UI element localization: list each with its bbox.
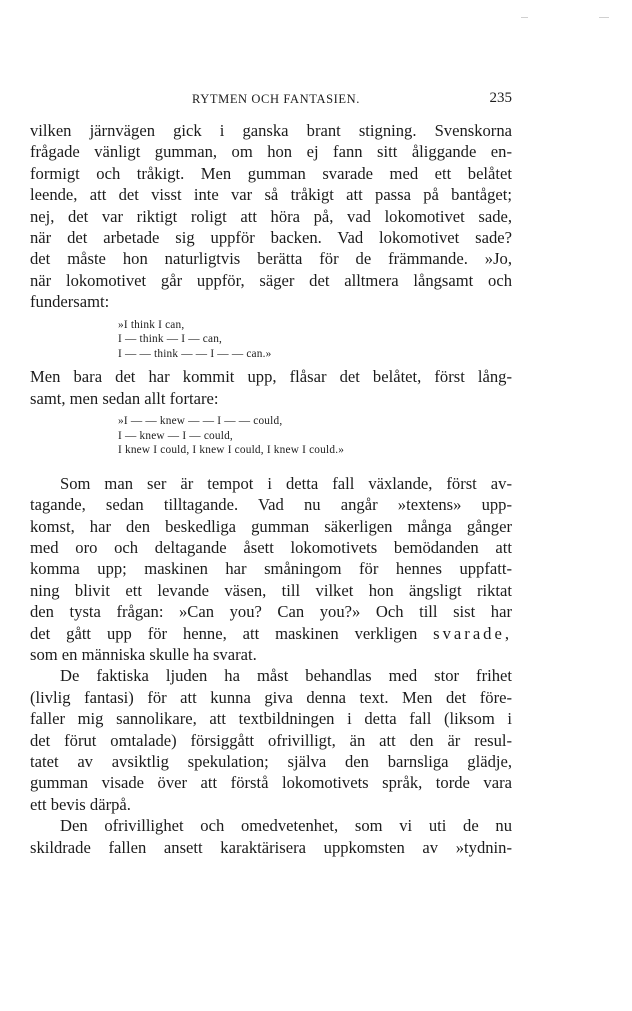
text-line: tatet av avsiktlig spekulation; själva den barnsliga glädje,	[30, 751, 512, 771]
text-line: tagande, sedan tilltagande. Vad nu angår »textens» upp-	[30, 495, 512, 515]
paragraph	[30, 815, 512, 858]
book-page	[30, 88, 512, 858]
paragraph	[30, 665, 512, 815]
text-line: gumman visade över att förstå lokomotivets språk, torde vara	[30, 773, 512, 793]
verse-line: I knew I could, I knew I could, I knew I could.»	[118, 444, 345, 457]
text-line: det måste hon naturligtvis berätta för de främmande. »Jo,	[30, 249, 512, 269]
text-fragment: det gått upp för henne, att maskinen verkligen	[30, 623, 418, 643]
verse-quote	[118, 318, 512, 362]
verse-line: I — think — I — can,	[118, 333, 223, 346]
verse-quote	[118, 414, 512, 458]
paragraph	[30, 473, 512, 666]
text-line: samt, men sedan allt fortare:	[30, 388, 219, 408]
page-number: 235	[489, 90, 512, 106]
running-title: RYTMEN OCH FANTASIEN.	[192, 92, 360, 106]
text-line: vilken järnvägen gick i ganska brant stigning. Svenskorna	[30, 121, 512, 140]
scan-mark	[521, 17, 528, 18]
text-line: när lokomotivet går uppför, säger det alltmera långsamt och	[30, 270, 512, 290]
text-line: när det arbetade sig uppför backen. Vad lokomotivet sade?	[30, 227, 512, 247]
scan-mark	[599, 17, 609, 18]
text-line: frågade vänligt gumman, om hon ej fann sitt åliggande en-	[30, 142, 512, 162]
text-line: med oro och deltagande åsett lokomotivets bemödanden att	[30, 538, 512, 558]
paragraph	[30, 120, 512, 313]
text-line: skildrade fallen ansett karaktärisera uppkomsten av »tydnin-	[30, 837, 512, 857]
text-line	[30, 623, 512, 644]
text-line: Men bara det har kommit upp, flåsar det belåtet, först lång-	[30, 367, 512, 387]
verse-line: I — — think — — I — — can.»	[118, 347, 272, 360]
text-line: komst, har den beskedliga gumman säkerligen många gånger	[30, 516, 512, 536]
spacer	[30, 463, 512, 473]
page-header	[30, 88, 512, 116]
text-line: ning blivit ett levande väsen, till vilket hon ängsligt riktat	[30, 580, 512, 600]
emphasized-word: svarade,	[433, 623, 512, 643]
text-line: De faktiska ljuden ha måst behandlas med stor frihet	[60, 666, 512, 686]
text-line: leende, att det visst inte var så tråkigt att passa på bantåget;	[30, 185, 512, 205]
text-line: ett bevis därpå.	[30, 794, 131, 814]
text-line: Som man ser är tempot i detta fall växlande, först av-	[60, 473, 512, 493]
text-line: som en människa skulle ha svarat.	[30, 644, 257, 664]
verse-line: »I — — knew — — I — — could,	[118, 415, 283, 428]
text-line: komma upp; maskinen har småningom för hennes uppfatt-	[30, 559, 512, 579]
paragraph	[30, 366, 512, 409]
text-line: faller mig sannolikare, att textbildningen i detta fall (liksom i	[30, 709, 512, 729]
verse-line: »I think I can,	[118, 318, 185, 331]
verse-line: I — knew — I — could,	[118, 429, 233, 442]
text-line: fundersamt:	[30, 292, 110, 312]
text-line: (livlig fantasi) för att kunna giva denna text. Men det före-	[30, 687, 512, 707]
text-line: den tysta frågan: »Can you? Can you?» Och till sist har	[30, 602, 512, 622]
text-line: nej, det var riktigt roligt att höra på, vad lokomotivet sade,	[30, 206, 512, 226]
text-line: Den ofrivillighet och omedvetenhet, som vi uti de nu	[60, 816, 512, 836]
text-line: det förut omtalade) försiggått ofrivilligt, än att den är resul-	[30, 730, 512, 750]
text-line: formigt och tråkigt. Men gumman svarade med ett belåtet	[30, 163, 512, 183]
